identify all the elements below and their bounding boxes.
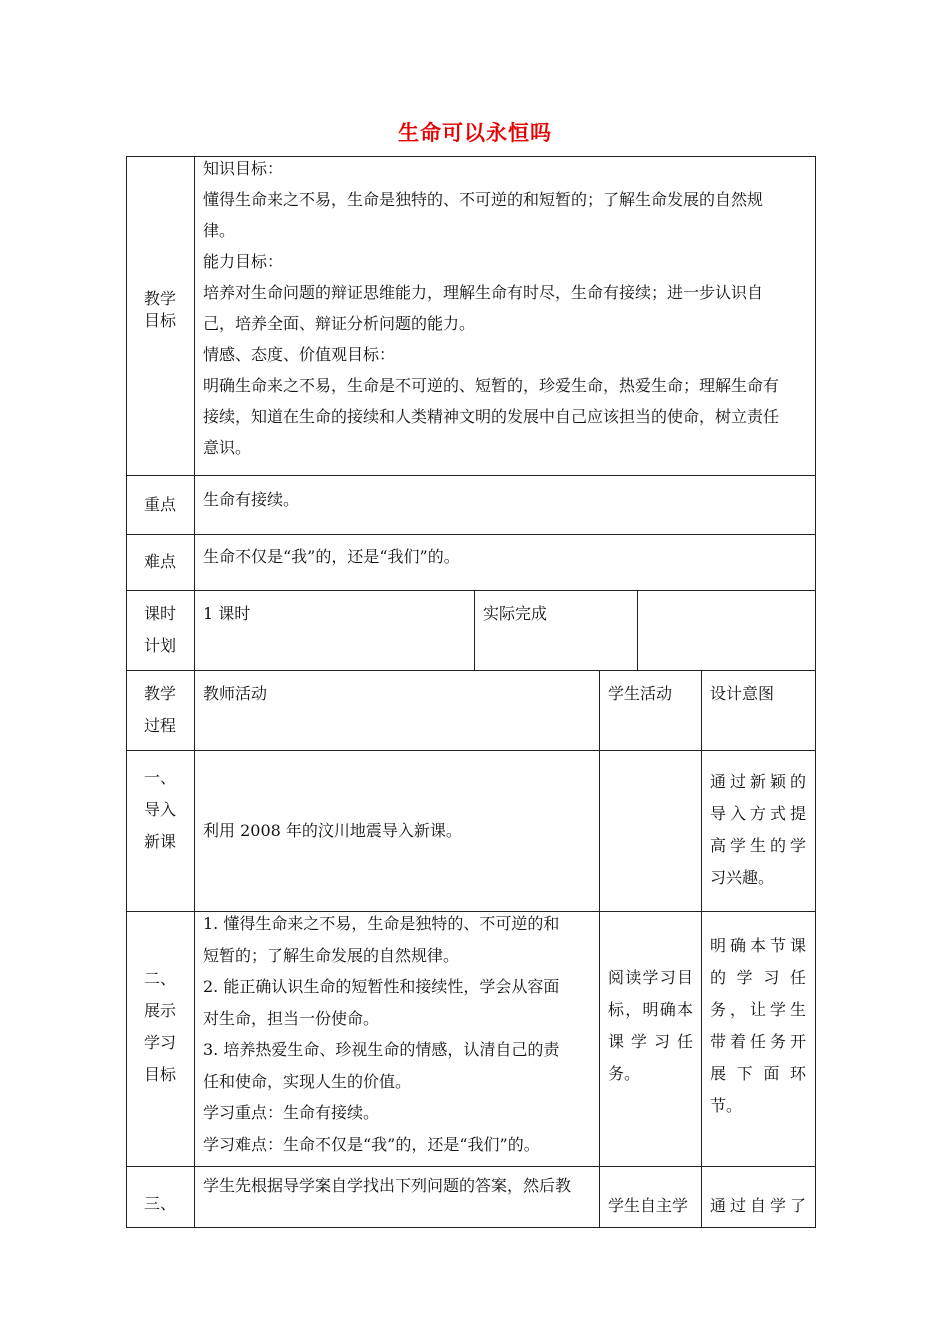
step3-teacher: 学生先根据导学案自学找出下列问题的答案，然后教	[203, 1176, 572, 1195]
step1-design-line: 高学生的学	[710, 836, 806, 855]
step2-design-line: 明确本节课	[710, 936, 806, 955]
process-label-line: 教学	[143, 684, 176, 703]
objectives-line: 接续，知道在生命的接续和人类精神文明的发展中自己应该担当的使命，树立责任	[203, 407, 780, 426]
objectives-line: 明确生命来之不易，生命是不可逆的、短暂的，珍爱生命，热爱生命；理解生命有	[203, 376, 780, 395]
objectives-line: 律。	[203, 221, 236, 240]
step2-design-line: 展下面环	[710, 1064, 806, 1083]
difficulty-text: 生命不仅是“我”的，还是“我们”的。	[203, 547, 460, 566]
step2-teacher-line: 学习重点：生命有接续。	[203, 1103, 380, 1122]
objectives-label: 教学目标	[143, 289, 176, 330]
schedule-label-line: 计划	[143, 636, 176, 655]
objectives-text	[195, 153, 815, 463]
objectives-line: 能力目标：	[203, 252, 284, 271]
step1-label-line: 导入	[143, 800, 176, 819]
step1-label-line: 一、	[143, 768, 176, 787]
objectives-line: 情感、态度、价值观目标：	[203, 345, 396, 364]
process-label	[126, 678, 194, 742]
schedule-hours: 1 课时	[203, 604, 251, 623]
step2-label-line: 学习	[143, 1033, 176, 1052]
step2-teacher	[195, 908, 595, 1160]
objectives-line: 知识目标：	[203, 159, 284, 178]
key-point-text: 生命有接续。	[203, 490, 300, 509]
step3-label: 三、	[143, 1194, 176, 1213]
step2-teacher-line: 3. 培养热爱生命、珍视生命的情感，认清自己的责	[203, 1040, 560, 1059]
step2-teacher-line: 1. 懂得生命来之不易，生命是独特的、不可逆的和	[203, 914, 560, 933]
step2-design-line: 的学习任	[710, 968, 806, 987]
objectives-line: 意识。	[203, 438, 252, 457]
student-activity-header: 学生活动	[608, 684, 673, 703]
step1-label-line: 新课	[143, 832, 176, 851]
step1-design-line: 通过新颖的	[710, 772, 806, 791]
objectives-line: 己，培养全面、辩证分析问题的能力。	[203, 314, 476, 333]
step2-design-line: 带着任务开	[710, 1032, 806, 1051]
step2-student-line: 务。	[608, 1064, 641, 1083]
step2-student-line: 课学习任	[608, 1032, 693, 1051]
document-title: 生命可以永恒吗	[398, 121, 552, 145]
schedule-label-line: 课时	[143, 604, 176, 623]
step1-teacher: 利用 2008 年的汶川地震导入新课。	[203, 821, 462, 840]
step2-teacher-line: 短暂的；了解生命发展的自然规律。	[203, 945, 460, 965]
design-intent-header: 设计意图	[710, 684, 775, 703]
key-point-label: 重点	[143, 495, 176, 514]
objectives-line: 懂得生命来之不易，生命是独特的、不可逆的和短暂的；了解生命发展的自然规	[203, 190, 764, 209]
step2-teacher-line: 对生命，担当一份使命。	[203, 1008, 380, 1028]
difficulty-label: 难点	[143, 552, 176, 571]
step2-label-line: 目标	[143, 1065, 176, 1084]
schedule-actual-label: 实际完成	[483, 604, 548, 623]
step2-design-line: 节。	[710, 1096, 743, 1115]
step1-design	[710, 766, 806, 894]
step1-design-line: 导入方式提	[710, 804, 806, 823]
step2-label	[126, 963, 194, 1091]
step1-label	[126, 762, 194, 858]
step3-design: 通过自学了	[710, 1196, 806, 1215]
step2-teacher-line: 学习难点：生命不仅是“我”的，还是“我们”的。	[203, 1134, 540, 1154]
step2-student	[608, 962, 693, 1090]
step2-design-line: 务，让学生	[710, 1000, 806, 1019]
objectives-line: 培养对生命问题的辩证思维能力，理解生命有时尽，生命有接续；进一步认识自	[203, 283, 764, 302]
teacher-activity-header: 教师活动	[203, 684, 268, 703]
step2-student-line: 阅读学习目	[608, 968, 693, 987]
step2-label-line: 展示	[143, 1001, 176, 1020]
step2-design	[710, 930, 806, 1122]
step3-student: 学生自主学	[608, 1196, 689, 1215]
step2-teacher-line: 2. 能正确认识生命的短暂性和接续性，学会从容面	[203, 977, 560, 996]
schedule-label	[126, 598, 194, 662]
step1-design-line: 习兴趣。	[710, 868, 775, 887]
process-label-line: 过程	[143, 716, 176, 735]
step2-teacher-line: 任和使命，实现人生的价值。	[203, 1071, 412, 1091]
step2-label-line: 二、	[143, 969, 176, 988]
step2-student-line: 标，明确本	[608, 1000, 693, 1019]
